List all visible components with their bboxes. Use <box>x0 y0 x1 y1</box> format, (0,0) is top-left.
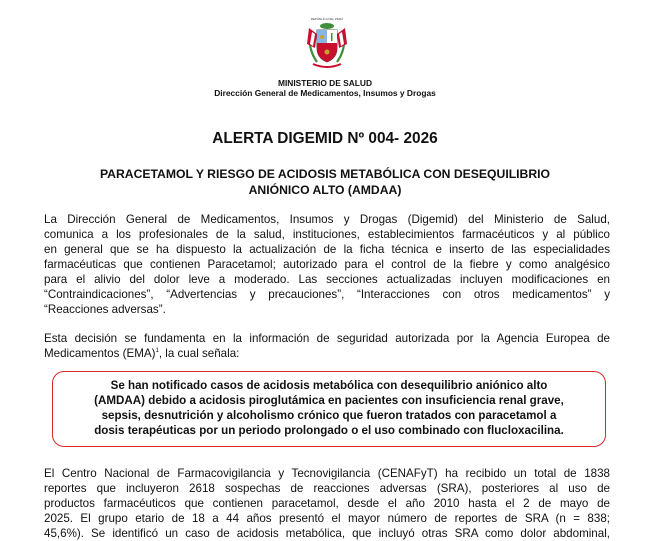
basis-paragraph <box>44 331 610 361</box>
subtitle-line: PARACETAMOL Y RIESGO DE ACIDOSIS METABÓLICA CON DESEQUILIBRIO <box>99 167 551 181</box>
directorate-name: Dirección General de Medicamentos, Insumos y Drogas <box>214 88 436 98</box>
text-line: 2025. El grupo etario de 18 a 44 años presentó el mayor número de reportes de SRA (n = 838; <box>44 512 610 525</box>
alert-subtitle <box>60 166 590 198</box>
text-line: El Centro Nacional de Farmacovigilancia y Tecnovigilancia (CENAFyT) ha recibido un total de 1838 <box>44 467 610 480</box>
text-line <box>44 346 610 361</box>
cenafyt-paragraph <box>44 466 610 541</box>
ema-reference-tail: , la cual señala: <box>158 347 240 360</box>
text-line: productos farmacéuticos que contienen paracetamol, desde el año 2010 hasta el 2 de mayo de <box>44 497 610 510</box>
callout-line: sepsis, desnutrición y alcoholismo crónico que fueron tratados con paracetamol a <box>101 409 557 422</box>
alert-title: ALERTA DIGEMID Nº 004- 2026 <box>212 130 438 147</box>
emblem-caption: REPÚBLICA DEL PERÚ <box>310 17 344 21</box>
text-line: farmacéuticas que contienen Paracetamol; autorizado para el control de la fiebre y como analgésico <box>44 258 610 271</box>
text-line: Esta decisión se fundamenta en la información de seguridad autorizada por la Agencia Europea de <box>44 332 610 345</box>
footnote-marker: 1 <box>155 348 159 355</box>
text-line: “Reacciones adversas”. <box>44 303 166 316</box>
text-line: reportes que incluyeron 2618 sospechas de reacciones adversas (SRA), posteriores al uso de <box>44 482 610 495</box>
ministry-name: MINISTERIO DE SALUD <box>278 78 372 88</box>
text-line: “Contraindicaciones”, “Advertencias y precauciones”, “Interacciones con otros medicamentos” y <box>44 288 610 301</box>
intro-paragraph <box>44 212 610 317</box>
text-line: comunica a los profesionales de la salud, instituciones, establecimientos farmacéuticos y al público <box>44 228 610 241</box>
callout-line: dosis terapéuticas por un periodo prolongado o el uso combinado con flucloxacilina. <box>94 424 564 437</box>
peru-coat-of-arms-icon <box>303 18 351 70</box>
text-line: La Dirección General de Medicamentos, Insumos y Drogas (Digemid) del Ministerio de Salud, <box>44 213 610 226</box>
text-line: para el alivio del dolor leve a moderado. Las secciones actualizadas incluyen modificaciones en <box>44 273 610 286</box>
highlight-callout-text <box>56 378 602 438</box>
callout-line: Se han notificado casos de acidosis metabólica con desequilibrio aniónico alto <box>110 379 548 392</box>
subtitle-line: ANIÓNICO ALTO (AMDAA) <box>248 183 402 197</box>
callout-line: (AMDAA) debido a acidosis piroglutámica en pacientes con insuficiencia renal grave, <box>94 394 564 407</box>
text-line: en general que se ha dispuesto la actualización de la ficha técnica e inserto de las especialidades <box>44 243 610 256</box>
text-line: 45,6%). Se identificó un caso de acidosis metabólica, que incluyó otras SRA como dolor abdominal, <box>44 527 610 540</box>
ema-reference: Medicamentos (EMA) <box>44 347 156 360</box>
